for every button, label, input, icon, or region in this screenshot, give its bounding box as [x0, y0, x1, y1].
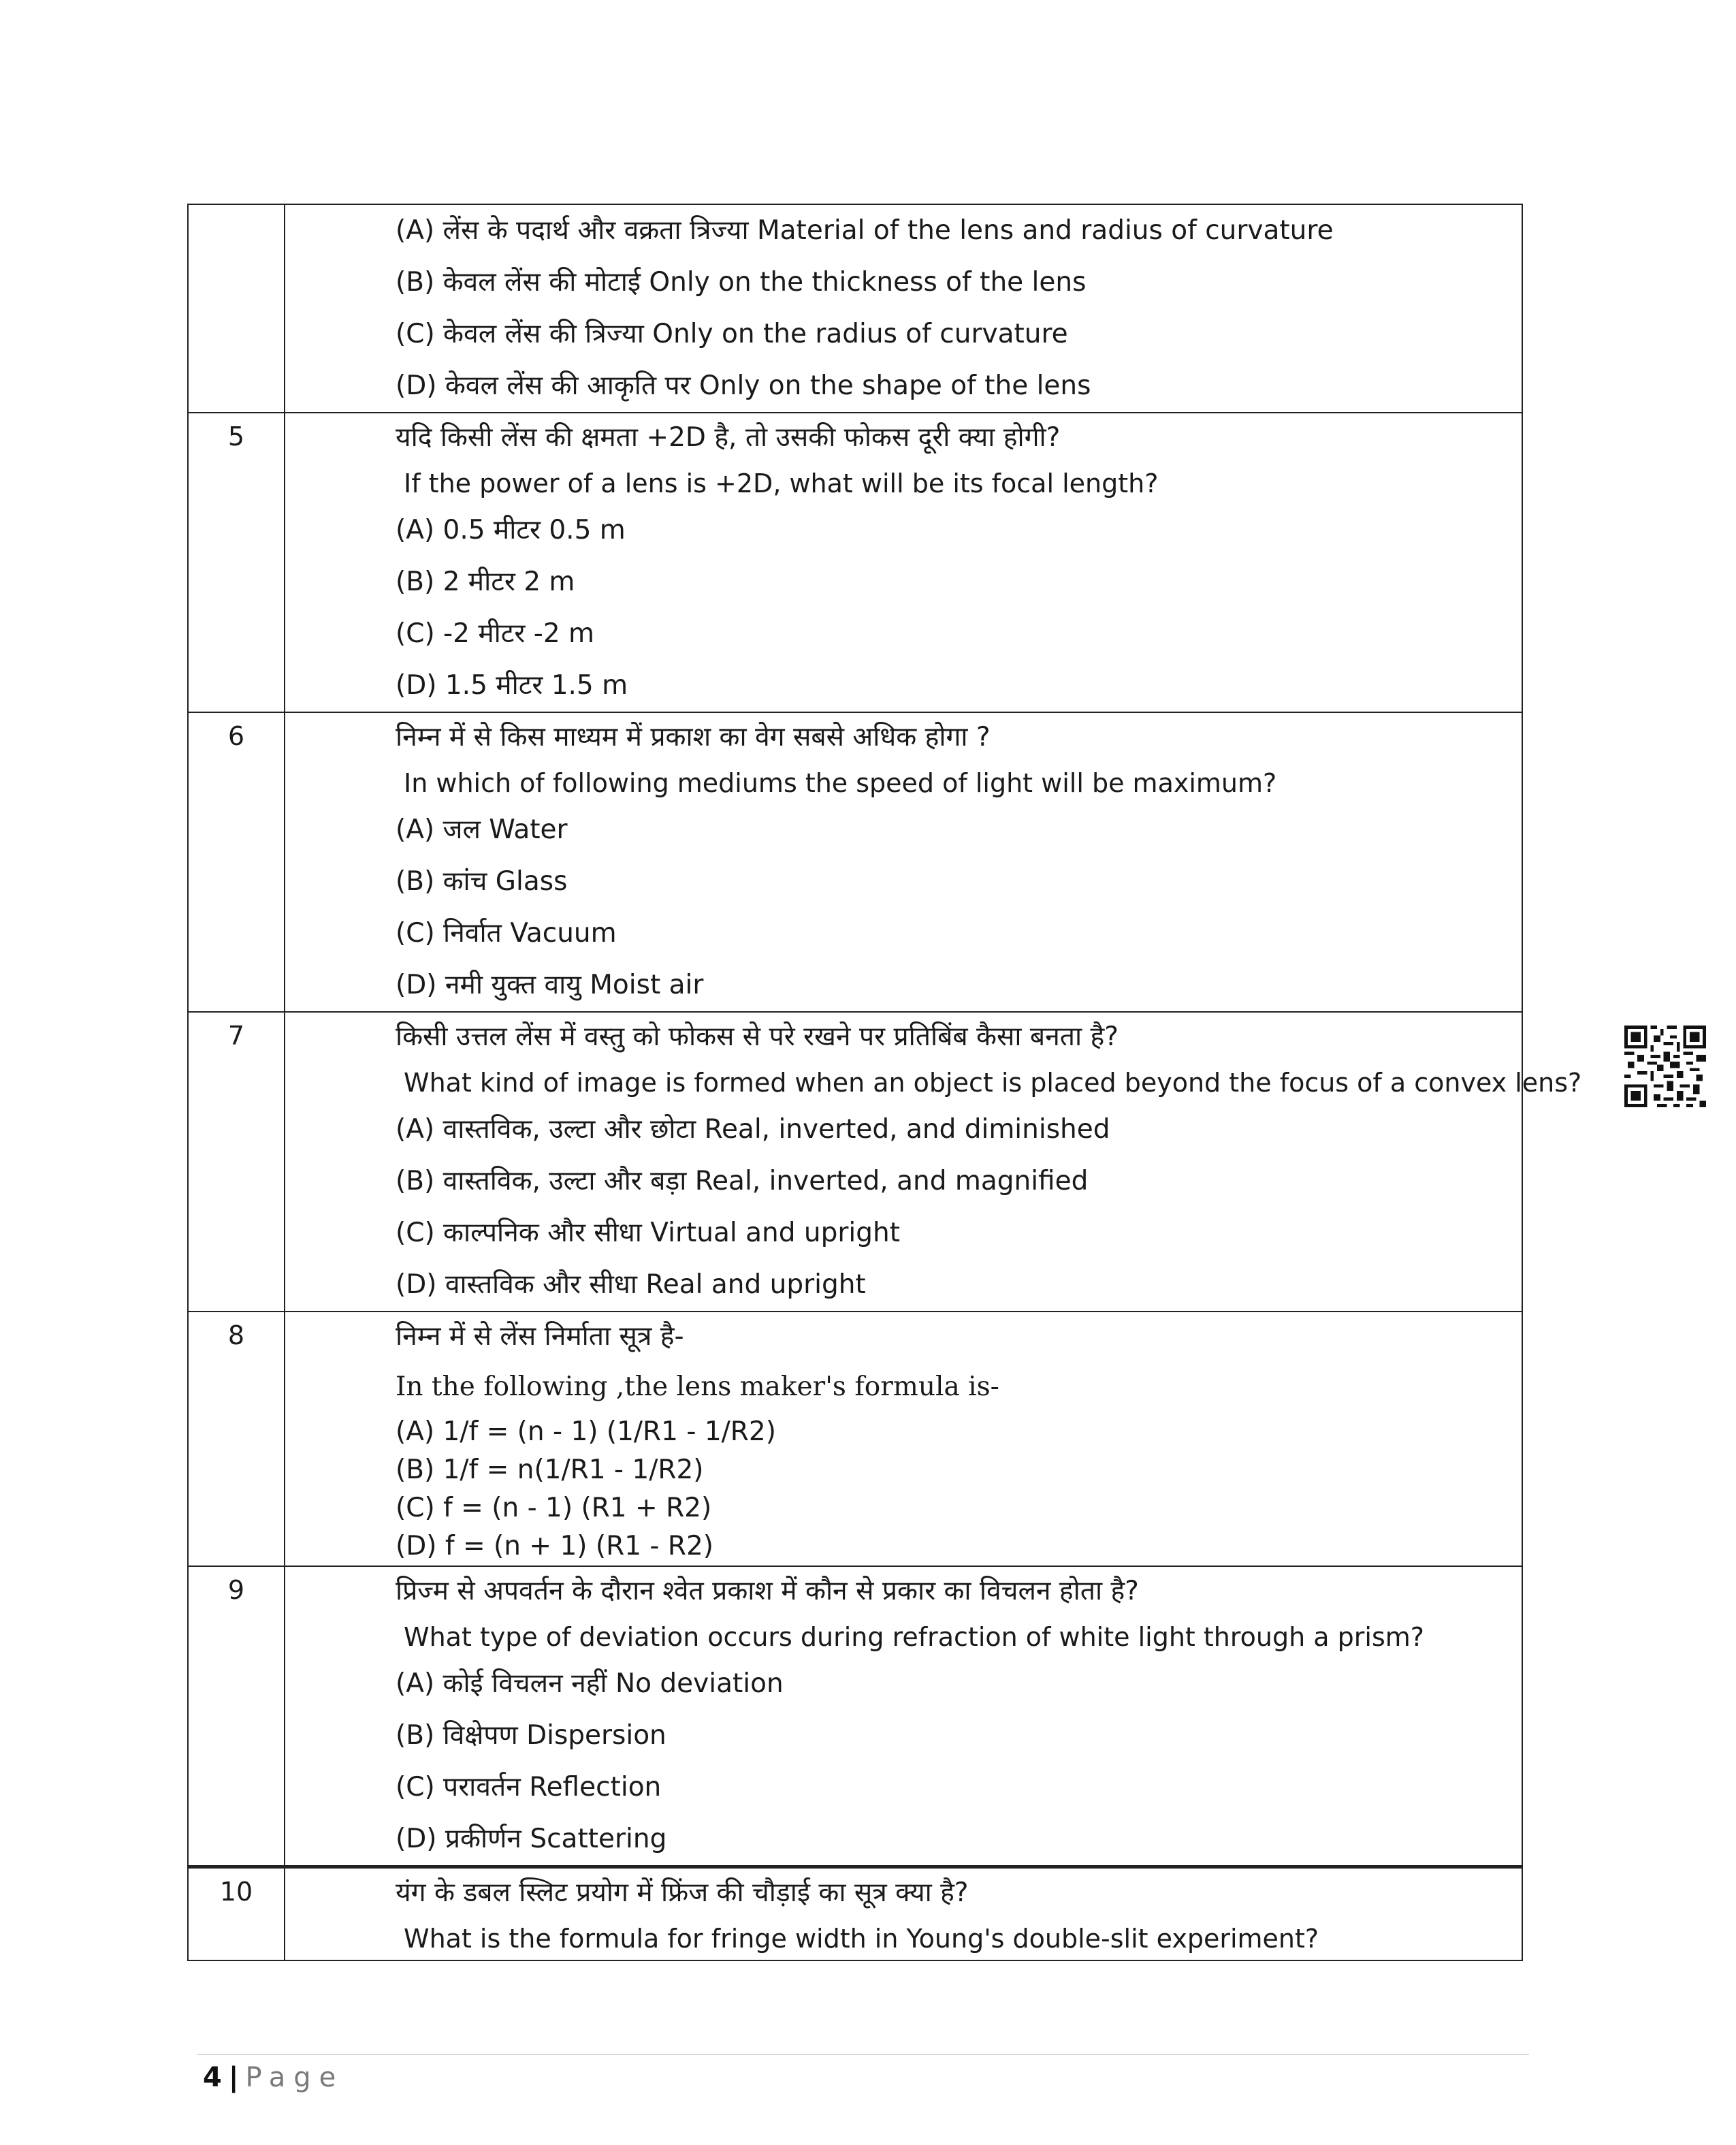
question-body [285, 712, 1522, 1012]
question-text-english: What is the formula for fringe width in Young's double-slit experiment? [404, 1924, 1319, 1954]
question-row-continued [188, 204, 1522, 413]
question-text-hindi: यदि किसी लेंस की क्षमता +2D है, तो उसकी फोकस दूरी क्या होगी? [396, 422, 1061, 453]
option-d: (D) 1.5 मीटर 1.5 m [396, 670, 628, 701]
question-number: 7 [188, 1012, 285, 1312]
option-a: (A) कोई विचलन नहीं No deviation [396, 1668, 784, 1699]
page-footer [203, 2062, 344, 2093]
question-body [285, 1867, 1522, 1961]
question-text-hindi: यंग के डबल स्लिट प्रयोग में फ्रिंज की चौड़ाई का सूत्र क्या है? [396, 1877, 969, 1908]
question-text-english: What type of deviation occurs during refraction of white light through a prism? [404, 1622, 1424, 1652]
question-text-hindi: प्रिज्म से अपवर्तन के दौरान श्वेत प्रकाश में कौन से प्रकार का विचलन होता है? [396, 1576, 1139, 1606]
option-a: (A) 0.5 मीटर 0.5 m [396, 515, 626, 545]
question-text-english: In which of following mediums the speed of light will be maximum? [404, 768, 1277, 798]
question-text-english: In the following ,the lens maker's formula is- [396, 1371, 999, 1402]
footer-divider [197, 2054, 1529, 2055]
question-row-6 [188, 712, 1522, 1012]
option-a: (A) 1/f = (n - 1) (1/R1 - 1/R2) [396, 1416, 776, 1447]
option-d: (D) वास्तविक और सीधा Real and upright [396, 1269, 866, 1300]
question-text-hindi: किसी उत्तल लेंस में वस्तु को फोकस से परे रखने पर प्रतिबिंब कैसा बनता है? [396, 1021, 1119, 1052]
option-c: (C) काल्पनिक और सीधा Virtual and upright [396, 1218, 900, 1248]
question-number: 6 [188, 712, 285, 1012]
option-a: (A) वास्तविक, उल्टा और छोटा Real, inverted, and diminished [396, 1114, 1110, 1145]
option-d: (D) केवल लेंस की आकृति पर Only on the shape of the lens [396, 370, 1091, 401]
option-c: (C) केवल लेंस की त्रिज्या Only on the radius of curvature [396, 319, 1068, 349]
option-d: (D) f = (n + 1) (R1 - R2) [396, 1531, 714, 1561]
question-row-7 [188, 1012, 1522, 1312]
option-b: (B) केवल लेंस की मोटाई Only on the thickness of the lens [396, 267, 1087, 298]
question-text-english: What kind of image is formed when an object is placed beyond the focus of a convex lens? [404, 1068, 1582, 1098]
option-c: (C) -2 मीटर -2 m [396, 618, 595, 649]
question-row-9 [188, 1566, 1522, 1867]
question-body [285, 1566, 1522, 1867]
question-number: 8 [188, 1312, 285, 1566]
option-b: (B) वास्तविक, उल्टा और बड़ा Real, inverted, and magnified [396, 1166, 1089, 1196]
question-number: 9 [188, 1566, 285, 1867]
option-b: (B) 1/f = n(1/R1 - 1/R2) [396, 1455, 704, 1485]
option-c: (C) f = (n - 1) (R1 + R2) [396, 1493, 712, 1523]
page-label: Page [245, 2062, 344, 2093]
question-number-cell [188, 204, 285, 413]
option-b: (B) 2 मीटर 2 m [396, 567, 575, 597]
option-d: (D) प्रकीर्णन Scattering [396, 1824, 667, 1854]
question-body [285, 413, 1522, 712]
option-a: (A) लेंस के पदार्थ और वक्रता त्रिज्या Material of the lens and radius of curvature [396, 215, 1334, 246]
option-b: (B) विक्षेपण Dispersion [396, 1720, 666, 1751]
question-row-5 [188, 413, 1522, 712]
question-body [285, 1312, 1522, 1566]
option-d: (D) नमी युक्त वायु Moist air [396, 970, 704, 1000]
option-c: (C) परावर्तन Reflection [396, 1772, 662, 1802]
question-table [187, 204, 1582, 1961]
question-row-10 [188, 1867, 1522, 1961]
option-c: (C) निर्वात Vacuum [396, 918, 617, 949]
option-b: (B) कांच Glass [396, 866, 568, 897]
page-number: 4 [203, 2062, 222, 2093]
footer-separator: | [228, 2062, 239, 2093]
question-body [285, 1012, 1582, 1312]
question-body [285, 204, 1522, 413]
question-number: 10 [188, 1867, 285, 1961]
question-number: 5 [188, 413, 285, 712]
question-text-hindi: निम्न में से लेंस निर्माता सूत्र है- [396, 1321, 684, 1352]
question-text-english: If the power of a lens is +2D, what will be its focal length? [404, 468, 1159, 498]
option-a: (A) जल Water [396, 814, 568, 845]
question-text-hindi: निम्न में से किस माध्यम में प्रकाश का वेग सबसे अधिक होगा ? [396, 722, 991, 752]
question-row-8 [188, 1312, 1522, 1566]
qr-code-icon [1624, 1026, 1706, 1107]
